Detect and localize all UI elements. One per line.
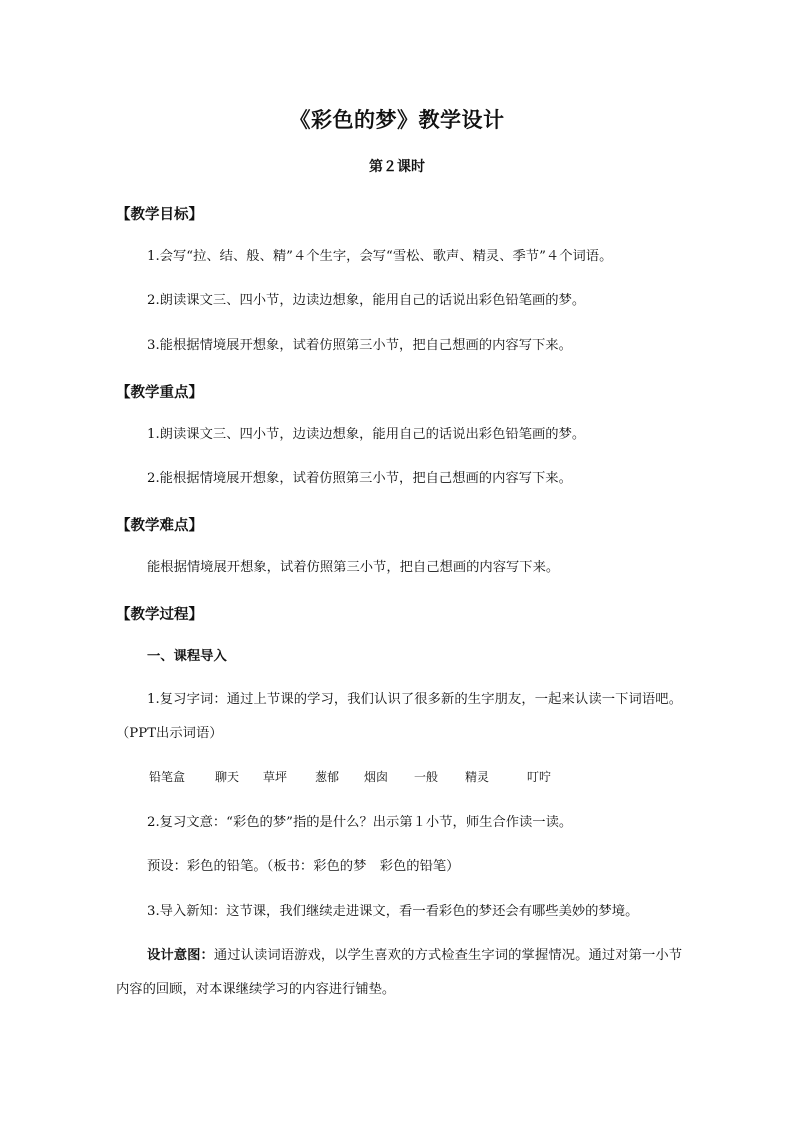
process-step-2: 2.复习文意：“彩色的梦”指的是什么？出示第１小节，师生合作读一读。 — [147, 815, 573, 830]
vocabulary-list — [149, 768, 567, 785]
goal-item: 3.能根据情境展开想象，试着仿照第三小节，把自己想画的内容写下来。 — [147, 338, 572, 353]
vocab-word: 铅笔盒 — [149, 770, 186, 784]
section-heading-key-points: 【教学重点】 — [116, 384, 203, 401]
design-intent-text: 通过认读词语游戏，以学生喜欢的方式检查生字词的掌握情况。通过对第一小节内容的回顾，对本课继续学习的内容进行铺垫。 — [116, 948, 683, 997]
design-intent — [116, 939, 682, 1007]
lesson-subtitle: 第２课时 — [369, 159, 425, 175]
key-point-item: 2.能根据情境展开想象，试着仿照第三小节，把自己想画的内容写下来。 — [147, 471, 572, 486]
design-intent-label: 设计意图： — [147, 948, 214, 963]
process-step-1: 1.复习字词：通过上节课的学习，我们认识了很多新的生字朋友，一起来认读一下词语吧。（PPT出示词语） — [116, 692, 682, 741]
difficulty-item: 能根据情境展开想象，试着仿照第三小节，把自己想画的内容写下来。 — [147, 560, 560, 575]
goal-item: 1.会写“拉、结、般、精”４个生字，会写“雪松、歌声、精灵、季节”４个词语。 — [147, 249, 613, 264]
goal-item: 2.朗读课文三、四小节，边读边想象，能用自己的话说出彩色铅笔画的梦。 — [147, 293, 586, 308]
vocab-word: 一般 — [414, 770, 439, 784]
section-heading-goals: 【教学目标】 — [116, 206, 203, 223]
section-heading-difficulties: 【教学难点】 — [116, 517, 203, 534]
key-point-item: 1.朗读课文三、四小节，边读边想象，能用自己的话说出彩色铅笔画的梦。 — [147, 427, 586, 442]
vocab-word: 精灵 — [465, 770, 490, 784]
vocab-word: 聊天 — [215, 770, 240, 784]
process-part-title: 一、课程导入 — [147, 649, 227, 664]
vocab-word: 叮咛 — [527, 770, 552, 784]
vocab-word: 葱郁 — [315, 770, 340, 784]
vocab-word: 烟囱 — [364, 770, 389, 784]
process-preset: 预设：彩色的铅笔。（板书：彩色的梦 彩色的铅笔） — [147, 859, 460, 874]
vocab-word: 草坪 — [263, 770, 288, 784]
page-title: 《彩色的梦》教学设计 — [289, 107, 505, 132]
process-step-3: 3.导入新知：这节课，我们继续走进课文，看一看彩色的梦还会有哪些美妙的梦境。 — [147, 904, 639, 919]
section-heading-process: 【教学过程】 — [116, 606, 203, 623]
